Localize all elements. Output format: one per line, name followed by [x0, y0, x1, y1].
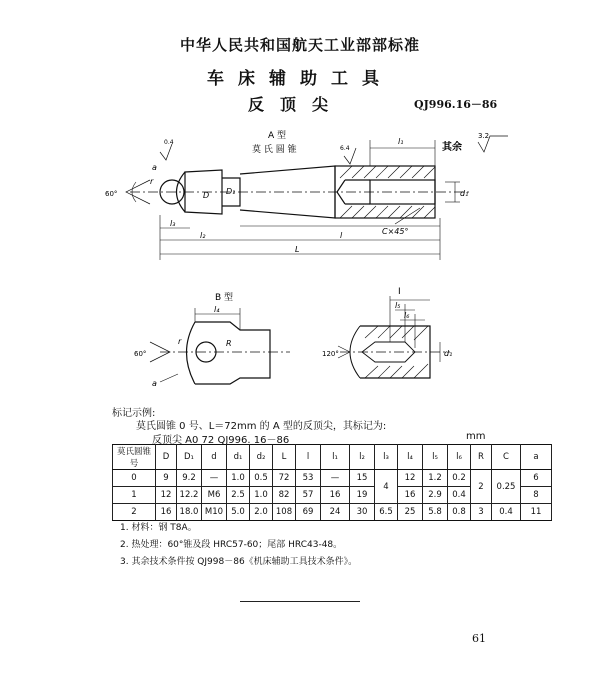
b-dim-angle120: 120° [322, 350, 339, 358]
b-dim-d1: d₁ [444, 349, 453, 358]
cell: — [321, 470, 350, 487]
cell: 69 [296, 504, 321, 521]
b-dim-r: r [178, 337, 182, 346]
cell: 25 [398, 504, 423, 521]
cell: 9.2 [177, 470, 202, 487]
b-dim-l6: l₆ [404, 311, 410, 320]
cell: 6.5 [375, 504, 398, 521]
marking-example: 反顶尖 A0 72 QJ996. 16－86 [152, 435, 290, 446]
cell: 1.0 [250, 487, 273, 504]
figure-b-drawing [0, 286, 600, 402]
cell: 8 [521, 487, 552, 504]
label-morse-taper: 莫 氏 圆 锥 [252, 145, 297, 155]
cell: 2 [471, 470, 492, 504]
col-header: R [471, 445, 492, 470]
cell: — [202, 470, 227, 487]
roughness-value: 3.2 [478, 132, 490, 140]
cell: 2.5 [227, 487, 250, 504]
page-number: 61 [472, 632, 486, 645]
spec-table-wrap [112, 444, 552, 521]
cell: 24 [321, 504, 350, 521]
dim-chamfer: C×45° [382, 227, 409, 236]
col-header: d [202, 445, 227, 470]
roughness-mid: 6.4 [340, 145, 350, 152]
col-header: l₄ [398, 445, 423, 470]
dim-r: r [150, 177, 154, 186]
cell: 12 [398, 470, 423, 487]
figure-a-drawing [0, 120, 600, 280]
cell: 1 [113, 487, 156, 504]
roughness-small: 0.4 [164, 139, 174, 146]
col-header: l₆ [448, 445, 471, 470]
cell: M10 [202, 504, 227, 521]
col-header: l [296, 445, 321, 470]
standard-code: QJ996.16－86 [414, 98, 498, 111]
dim-l1: l₁ [398, 137, 404, 146]
col-header: l₅ [423, 445, 448, 470]
col-header: 莫氏圆锥号 [113, 445, 156, 470]
b-dim-l4: l₄ [214, 305, 220, 314]
cell: 16 [398, 487, 423, 504]
cell: 5.0 [227, 504, 250, 521]
cell: 18.0 [177, 504, 202, 521]
cell: 1.0 [227, 470, 250, 487]
footer-rule [240, 601, 360, 602]
b-dim-l5: l₅ [395, 301, 401, 310]
b-dim-R: R [226, 339, 232, 348]
cell: 82 [273, 487, 296, 504]
dim-D1: D₁ [226, 187, 236, 196]
col-header: l₂ [350, 445, 375, 470]
cell: 0.8 [448, 504, 471, 521]
cell: 1.2 [423, 470, 448, 487]
cell: M6 [202, 487, 227, 504]
col-header: D₁ [177, 445, 202, 470]
cell: 16 [321, 487, 350, 504]
cell: 19 [350, 487, 375, 504]
table-header-row [113, 445, 552, 470]
label-detail-i: I [398, 287, 401, 297]
standard-org: 中华人民共和国航天工业部部标准 [179, 36, 420, 54]
table-row [113, 470, 552, 487]
col-header: l₃ [375, 445, 398, 470]
cell: 0 [113, 470, 156, 487]
cell: 2 [113, 504, 156, 521]
page-title: 反顶尖 [248, 95, 345, 114]
cell: 108 [273, 504, 296, 521]
cell: 0.4 [448, 487, 471, 504]
cell: 0.5 [250, 470, 273, 487]
col-header: d₂ [250, 445, 273, 470]
dim-L: L [295, 245, 300, 254]
marking-heading: 标记示例: [112, 408, 156, 419]
dim-l3: l₃ [170, 219, 176, 228]
dim-l: l [340, 231, 343, 240]
col-header: a [521, 445, 552, 470]
unit-label: mm [466, 431, 486, 442]
cell: 72 [273, 470, 296, 487]
table-row [113, 504, 552, 521]
cell: 30 [350, 504, 375, 521]
marking-desc: 莫氏圆锥 0 号、L＝72mm 的 A 型的反顶尖，其标记为: [136, 421, 387, 432]
note-1: 1. 材料：钢 T8A。 [120, 523, 197, 533]
col-header: L [273, 445, 296, 470]
label-type-b: B 型 [215, 293, 234, 303]
dim-l2: l₂ [200, 231, 206, 240]
col-header: D [156, 445, 177, 470]
cell: 11 [521, 504, 552, 521]
note-3: 3. 其余技术条件按 QJ998－86《机床辅助工具技术条件》。 [120, 557, 358, 567]
label-type-a: A 型 [268, 131, 287, 141]
cell: 57 [296, 487, 321, 504]
roughness-other: 其余 [442, 142, 462, 153]
dim-D: D [203, 191, 210, 200]
cell: 0.25 [492, 470, 521, 504]
dim-angle: 60° [105, 190, 118, 198]
category-title: 车床辅助工具 [207, 69, 393, 89]
col-header: l₁ [321, 445, 350, 470]
cell: 12 [156, 487, 177, 504]
cell: 15 [350, 470, 375, 487]
cell: 2.9 [423, 487, 448, 504]
cell: 53 [296, 470, 321, 487]
dim-a: a [152, 163, 157, 172]
cell: 2.0 [250, 504, 273, 521]
cell: 0.4 [492, 504, 521, 521]
cell: 3 [471, 504, 492, 521]
cell: 4 [375, 470, 398, 504]
cell: 12.2 [177, 487, 202, 504]
b-dim-a: a [152, 379, 157, 388]
spec-table [112, 444, 552, 521]
col-header: d₁ [227, 445, 250, 470]
cell: 5.8 [423, 504, 448, 521]
cell: 9 [156, 470, 177, 487]
col-header: C [492, 445, 521, 470]
dim-d1: d₁ [460, 189, 469, 198]
b-dim-angle60: 60° [134, 350, 147, 358]
cell: 16 [156, 504, 177, 521]
cell: 0.2 [448, 470, 471, 487]
cell: 6 [521, 470, 552, 487]
note-2: 2. 热处理：60°锥及段 HRC57-60；尾部 HRC43-48。 [120, 540, 343, 550]
